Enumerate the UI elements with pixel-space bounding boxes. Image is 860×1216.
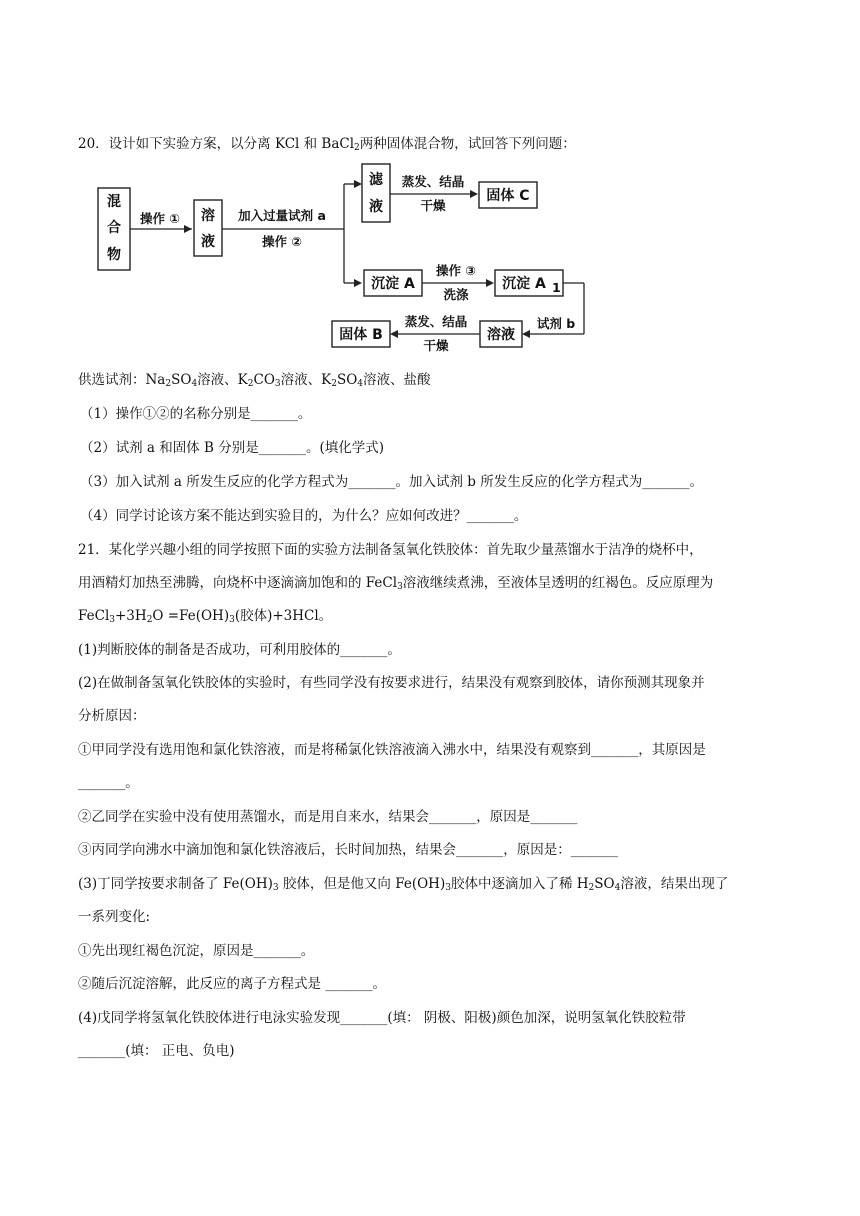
flowchart <box>96 162 596 354</box>
q20-reagents: 供选试剂：$Na_2SO_4$溶液、$K_2CO_3$溶液、$K_2SO_4$溶液、盐酸 <box>78 372 431 389</box>
q21-line2: 用酒精灯加热至沸腾，向烧杯中逐滴滴加饱和的 FeCl$_3$溶液继续煮沸，至液体呈透明的红褐色。反应原理为 <box>78 575 714 592</box>
mix-char-3: 物 <box>107 247 121 263</box>
dry2-label: 干燥 <box>423 338 449 353</box>
dry1-label: 干燥 <box>420 198 446 213</box>
reagent-b-label: 试剂 b <box>536 316 576 331</box>
evap1-label: 蒸发、结晶 <box>401 174 465 189</box>
q21-part4-a: (4)戊同学将氢氧化铁胶体进行电泳实验发现_______(填： 阴极、阳极)颜色加深，说明氢氧化铁胶粒带 <box>78 1010 686 1026</box>
filtrate-char-1: 滤 <box>369 172 383 188</box>
wash-label: 洗涤 <box>443 287 469 302</box>
precip-a-label: 沉淀 A <box>371 276 415 292</box>
q21-part3-b: 一系列变化: <box>78 909 151 925</box>
q21-student-b: ②乙同学在实验中没有使用蒸馏水，而是用自来水，结果会_______，原因是_______ <box>78 809 578 825</box>
q20-part3: （3）加入试剂 a 所发生反应的化学方程式为_______。加入试剂 b 所发生反应的化学方程式为_______。 <box>80 474 703 490</box>
q21-student-a-cont: _______。 <box>78 775 139 791</box>
solid-c-label: 固体 C <box>486 188 530 204</box>
op3-label: 操作 ③ <box>436 263 476 278</box>
q21-part3-a: (3)丁同学按要求制备了 $Fe(OH)_3$ 胶体，但是他又向 $Fe(OH)_3$胶体中逐滴加入了稀 $H_2SO_4$溶液，结果出现了 <box>78 876 729 893</box>
solution2-label: 溶液 <box>487 327 515 343</box>
q21-part2-b: 分析原因： <box>78 708 146 724</box>
q20-part4: （4）同学讨论该方案不能达到实验目的，为什么？应如何改进？_______。 <box>80 508 528 524</box>
q21-part4-b: _______(填： 正电、负电) <box>78 1043 235 1059</box>
q21-equation: $FeCl_3+3H_2O =Fe(OH)_3$(胶体)+3HCl。 <box>78 608 333 625</box>
op2-label: 操作 ② <box>262 234 302 249</box>
q20-part1: （1）操作①②的名称分别是_______。 <box>80 406 312 422</box>
solid-b-label: 固体 B <box>339 327 383 343</box>
q21-student-a: ①甲同学没有选用饱和氯化铁溶液，而是将稀氯化铁溶液滴入沸水中，结果没有观察到_______，其原因是 <box>78 742 706 758</box>
q21-part3-item2: ②随后沉淀溶解，此反应的离子方程式是 _______。 <box>78 976 387 992</box>
q21-line1: 21．某化学兴趣小组的同学按照下面的实验方法制备氢氧化铁胶体：首先取少量蒸馏水于洁净的烧杯中， <box>78 542 703 558</box>
q21-part3-item1: ①先出现红褐色沉淀，原因是_______。 <box>78 943 315 959</box>
mix-char-1: 混 <box>107 194 121 210</box>
q21-student-c: ③丙同学向沸水中滴加饱和氯化铁溶液后，长时间加热，结果会_______，原因是：_______ <box>78 842 618 858</box>
mix-char-2: 合 <box>107 220 121 236</box>
precip-a1-sub: 1 <box>552 280 561 295</box>
filtrate-char-2: 液 <box>369 199 383 215</box>
q21-part2-a: (2)在做制备氢氧化铁胶体的实验时，有些同学没有按要求进行，结果没有观察到胶体，请你预测其现象并 <box>78 675 705 691</box>
q20-title: 20．设计如下实验方案，以分离 KCl 和 BaCl$_2$两种固体混合物，试回答下列问题： <box>78 136 576 153</box>
solution-char-2: 液 <box>201 234 215 250</box>
evap2-label: 蒸发、结晶 <box>404 314 468 329</box>
q21-part1: (1)判断胶体的制备是否成功，可利用胶体的_______。 <box>78 642 401 658</box>
precip-a1-label: 沉淀 A <box>502 276 546 292</box>
add-reagent-a-label: 加入过量试剂 a <box>238 208 326 223</box>
q20-part2: （2）试剂 a 和固体 B 分别是_______。(填化学式) <box>80 440 385 456</box>
op1-label: 操作 ① <box>140 211 180 226</box>
solution-char-1: 溶 <box>201 208 215 224</box>
